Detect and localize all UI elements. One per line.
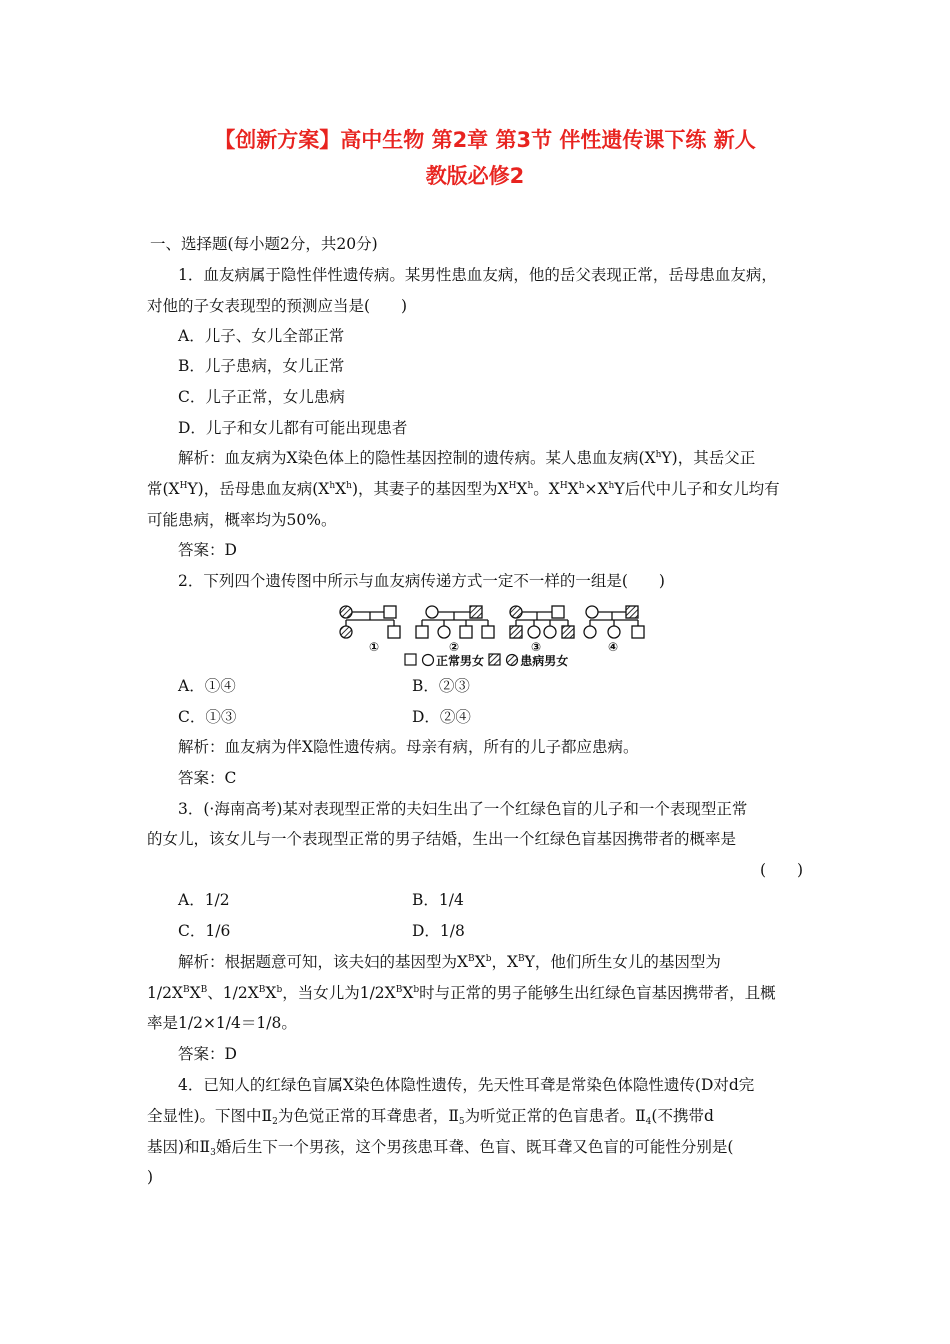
q2-option-c: C．①③ (178, 708, 237, 726)
q1-stem-line1: 1．血友病属于隐性伴性遗传病。某男性患血友病，他的岳父表现正常，岳母患血友病， (178, 266, 777, 284)
pedigree-label-2: ② (449, 640, 460, 652)
page-title-line2: 教版必修2 (425, 164, 525, 188)
q3-option-b: B．1/4 (412, 891, 464, 909)
pedigree1-father-normal (384, 606, 396, 618)
pedigree2-son2-normal (460, 626, 472, 638)
q3-answer: 答案：D (178, 1045, 237, 1063)
q2-answer: 答案：C (178, 769, 237, 787)
q3-answer-paren: ( ) (760, 861, 804, 879)
q1-option-b: B．儿子患病，女儿正常 (178, 357, 345, 375)
q1-answer: 答案：D (178, 541, 237, 559)
q3-option-d: D．1/8 (412, 922, 465, 940)
q1-option-a: A．儿子、女儿全部正常 (178, 327, 345, 345)
q3-option-c: C．1/6 (178, 922, 231, 940)
q2-analysis: 解析：血友病为伴X隐性遗传病。母亲有病，所有的儿子都应患病。 (178, 738, 639, 756)
pedigree1-son-normal (388, 626, 400, 638)
pedigree4-daughter2-normal (608, 626, 620, 638)
pedigree-label-4: ④ (608, 640, 619, 652)
q1-analysis-line2: 常$(X^HY)$，岳母患血友病$(X^hX^h)$，其妻子的基因型为$X^HX^h$。$X^HX^h\times X^hY$后代中儿子和女儿均有 (147, 480, 780, 498)
q2-option-a: A．①④ (178, 677, 236, 695)
q2-option-d: D．②④ (412, 708, 471, 726)
q4-stem-line4: ) (147, 1168, 154, 1186)
pedigree-label-1: ① (369, 640, 380, 652)
q2-stem: 2．下列四个遗传图中所示与血友病传递方式一定不一样的一组是( ) (178, 572, 665, 590)
pedigree1-daughter-affected (340, 626, 352, 638)
pedigree2-daughter1-normal (438, 626, 450, 638)
q4-stem-line2: 全显性)。下图中$Ⅱ_2$为色觉正常的耳聋患者，$Ⅱ_5$为听觉正常的色盲患者。$Ⅱ_4$(不携带d (147, 1107, 714, 1127)
pedigree3-daughter2-normal (544, 626, 556, 638)
legend-affected-symbols (488, 653, 520, 667)
q3-stem-line1: 3．(·海南高考)某对表现型正常的夫妇生出了一个红绿色盲的儿子和一个表现型正常 (178, 800, 748, 818)
legend-affected-label: 患病男女 (520, 654, 569, 668)
q3-analysis-line1: 解析：根据题意可知，该夫妇的基因型为$X^BX^b$，$X^BY$，他们所生女儿的基因型为 (178, 953, 721, 971)
pedigree3-father-normal (552, 606, 564, 618)
pedigree3-son1-affected (510, 626, 522, 638)
pedigree-label-3: ③ (531, 640, 542, 652)
q1-analysis-line1: 解析：血友病为X染色体上的隐性基因控制的遗传病。某人患血友病$(X^hY)$，其岳父正 (178, 449, 756, 467)
pedigree-diagram (330, 600, 660, 652)
page-title-line1: 【创新方案】高中生物 第2章 第3节 伴性遗传课下练 新人 (214, 128, 756, 152)
q4-stem-line1: 4．已知人的红绿色盲属X染色体隐性遗传，先天性耳聋是常染色体隐性遗传(D对d完 (178, 1076, 755, 1094)
pedigree3-mother-affected (510, 606, 522, 618)
pedigree4-father-affected (626, 606, 638, 618)
pedigree4-son-normal (632, 626, 644, 638)
q3-analysis-line3: 率是1/2×1/4＝1/8。 (147, 1014, 297, 1032)
pedigree4-daughter1-normal (584, 626, 596, 638)
pedigree4-mother-normal (586, 606, 598, 618)
q1-analysis-line3: 可能患病，概率均为50%。 (147, 511, 337, 529)
q2-option-b: B．②③ (412, 677, 470, 695)
q3-stem-line2: 的女儿，该女儿与一个表现型正常的男子结婚，生出一个红绿色盲基因携带者的概率是 (147, 830, 737, 848)
legend-normal-label: 正常男女 (436, 654, 485, 668)
q4-stem-line3: 基因)和$Ⅱ_3$婚后生下一个男孩，这个男孩患耳聋、色盲、既耳聋又色盲的可能性分别是( (147, 1138, 734, 1158)
pedigree2-son3-normal (482, 626, 494, 638)
q1-option-c: C．儿子正常，女儿患病 (178, 388, 345, 406)
section-heading: 一、选择题(每小题2分，共20分) (150, 235, 378, 253)
pedigree2-son1-normal (416, 626, 428, 638)
q3-option-a: A．1/2 (178, 891, 230, 909)
q1-stem-line2: 对他的子女表现型的预测应当是( ) (147, 297, 408, 315)
pedigree3-son2-affected (562, 626, 574, 638)
pedigree-legend (404, 652, 568, 669)
q1-option-d: D．儿子和女儿都有可能出现患者 (178, 419, 408, 437)
q3-analysis-line2: $1/2X^BX^B$、$1/2X^BX^b$，当女儿为$1/2X^BX^b$时与正常的男子能够生出红绿色盲基因携带者，且概 (147, 984, 776, 1002)
pedigree2-mother-normal (426, 606, 438, 618)
pedigree1-mother-affected (340, 606, 352, 618)
legend-normal-symbols (404, 653, 436, 667)
pedigree3-daughter1-normal (528, 626, 540, 638)
pedigree2-father-affected (470, 606, 482, 618)
